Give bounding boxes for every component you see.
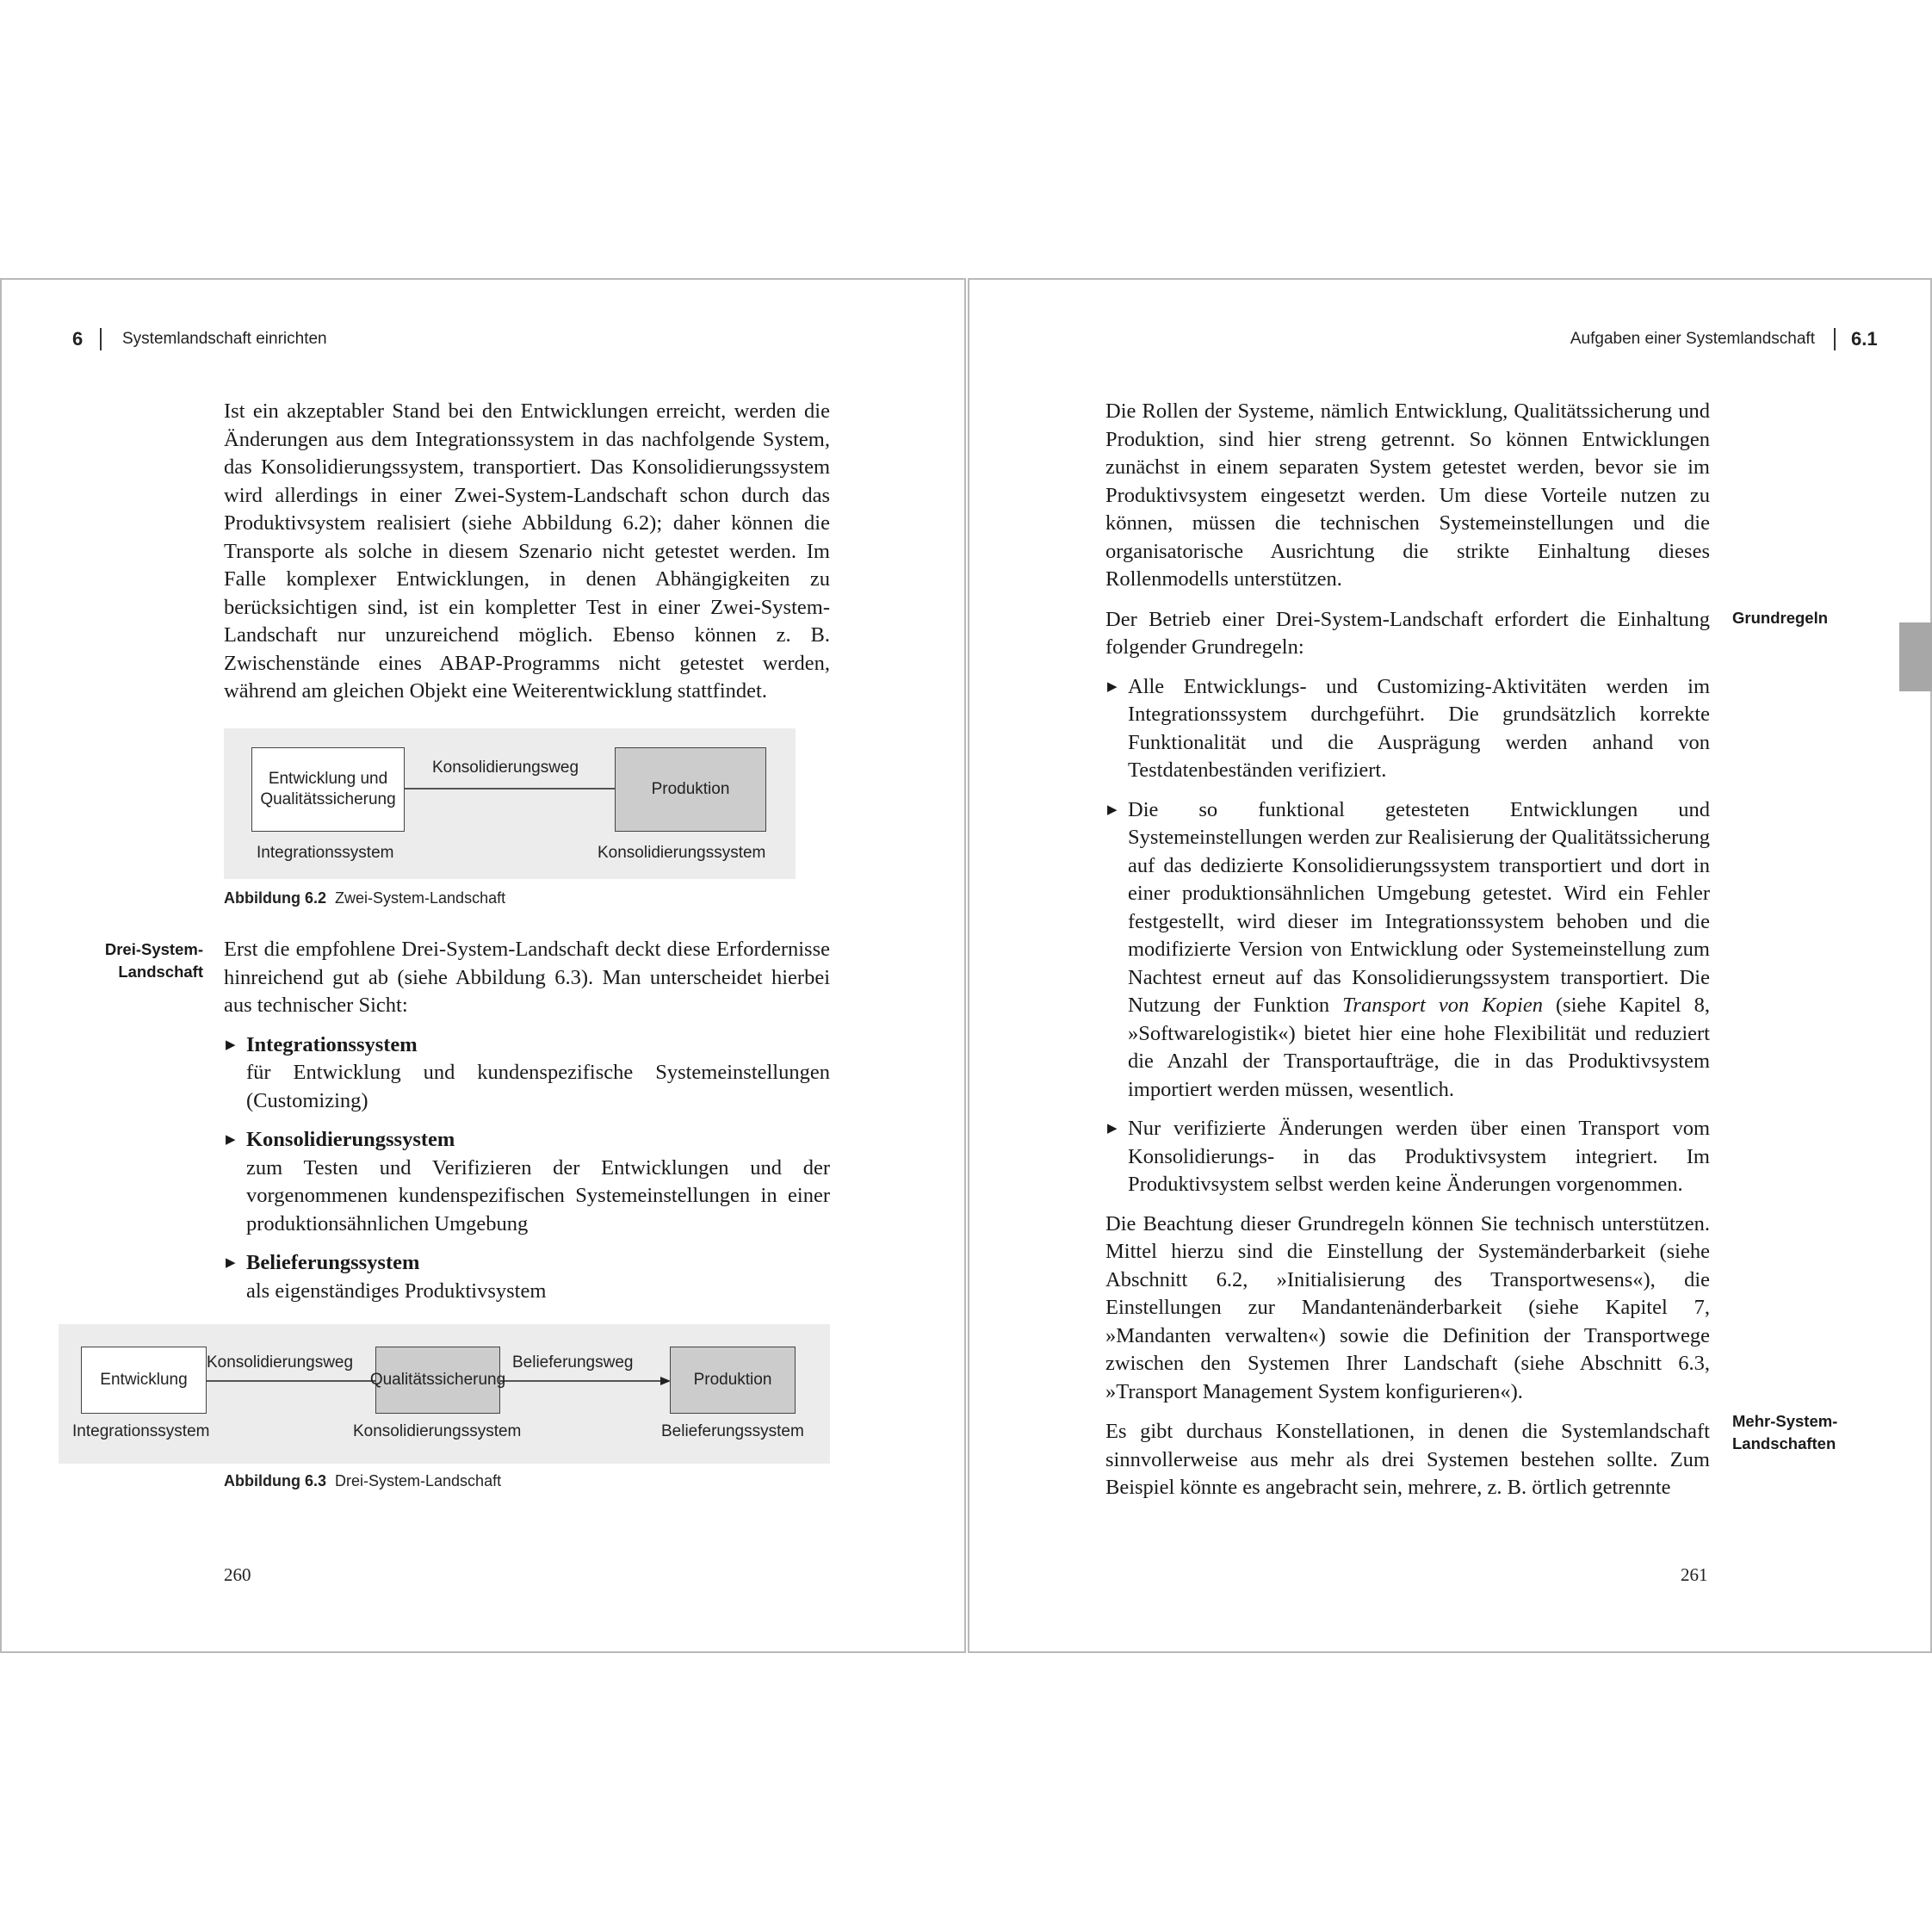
margin-note-three-system: Drei-System-Landschaft <box>104 940 203 981</box>
list-item: ▶ Integrationssystem für Entwicklung und kundenspezifische Systemeinstellungen (Customizing) <box>226 1032 830 1112</box>
figure-two-system-landscape <box>224 728 796 879</box>
running-header: Systemlandschaft einrichten <box>122 330 327 348</box>
book-spread <box>0 278 1932 1655</box>
header-divider <box>1834 328 1836 350</box>
figure-caption-6-3: Abbildung 6.3 Drei-System-Landschaft <box>224 1472 502 1489</box>
list-item: ▶ Belieferungssystem als eigenständiges Produktivsystem <box>226 1251 547 1303</box>
label-delivery-system: Belieferungssystem <box>661 1422 804 1440</box>
label-consolidation-system: Konsolidierungssystem <box>598 844 766 862</box>
box-production: Produktion <box>670 1347 796 1414</box>
triangle-right-icon: ▶ <box>226 1037 236 1052</box>
running-header: Aufgaben einer Systemlandschaft <box>1570 330 1815 348</box>
triangle-right-icon: ▶ <box>226 1133 236 1147</box>
list-item: ▶ Die so funktional getesteten Entwicklungen und Systemeinstellungen werden zur Realisierung der Qualitätssicherung auf das dedizierte Konsolidierungssystem transportiert und dort in einer produktionsähnlichen Umgebung getestet. Wird ein Fehler festgestellt, wird dieser im Integrationssystem behoben und die modifizierte Version von Entwicklung oder Systemeinstellung zum Nachtest erneut auf das Konsolidierungssystem transportiert. Die Nutzung der Funktion Transport von Kopien (siehe Kapitel 8, »Softwarelogistik«) bietet hier eine hohe Flexibilität und reduziert die Anzahl der Transportaufträge, die in das Produktivsystem importiert werden müssen, wesentlich. <box>1107 797 1710 1101</box>
box-development-qa: Entwicklung und Qualitätssicherung <box>251 747 405 832</box>
triangle-right-icon: ▶ <box>226 1256 236 1270</box>
margin-note-multi-system: Mehr-System-Landschaften <box>1732 1412 1838 1452</box>
box-production: Produktion <box>615 747 766 832</box>
intro-paragraph: Ist ein akzeptabler Stand bei den Entwicklungen erreicht, werden die Änderungen aus dem Integrationssystem in das nachfolgende System, das Konsolidierungssystem, transportiert. Das Konsolidierungssystem wird allerdings in einer Zwei-System-Landschaft schon durch das Produktivsystem realisiert (siehe Abbildung 6.2); daher können die Transporte als solche in diesem Szenario nicht getestet werden. Im Falle komplexer Entwicklungen, in denen Abhängigkeiten zu berücksichtigen sind, ist ein kompletter Test in einer Zwei-System-Landschaft nur unzureichend möglich. Ebenso können z. B. Zwischenstände eines ABAP-Programms nicht getestet werden, während am gleichen Objekt eine Weiterentwicklung stattfindet. <box>224 399 830 703</box>
section-number: 6.1 <box>1851 328 1878 350</box>
box-development: Entwicklung <box>81 1347 207 1414</box>
page-number: 260 <box>224 1564 251 1585</box>
label-integration-system: Integrationssystem <box>257 844 394 862</box>
system-bullet-list <box>224 1031 830 1306</box>
left-page <box>0 278 966 1653</box>
list-item: ▶ Alle Entwicklungs- und Customizing-Aktivitäten werden im Integrationssystem durchgeführt. Die grundsätzlich korrekte Funktionalität und die Ausprägung werden anhand von Testdatenbeständen verifiziert. <box>1107 674 1710 782</box>
page-number: 261 <box>1681 1564 1708 1585</box>
triangle-right-icon: ▶ <box>1107 802 1118 817</box>
list-item: ▶ Nur verifizierte Änderungen werden über einen Transport vom Konsolidierungs- in das Produktivsystem integriert. Im Produktivsystem selbst werden keine Änderungen vorgenommen. <box>1107 1117 1710 1196</box>
label-consolidation-system: Konsolidierungssystem <box>353 1422 522 1440</box>
figure-caption-6-2: Abbildung 6.2 Zwei-System-Landschaft <box>224 889 506 907</box>
triangle-right-icon: ▶ <box>1107 1122 1118 1136</box>
header-divider <box>100 328 102 350</box>
arrow-label-delivery: Belieferungsweg <box>512 1353 634 1372</box>
margin-note-ground-rules: Grundregeln <box>1732 609 1829 627</box>
box-quality-assurance: Qualitätssicherung <box>375 1347 500 1414</box>
right-main-column: Die Rollen der Systeme, nämlich Entwicklung, Qualitätssicherung und Produktion, sind hier streng getrennt. So können Entwicklungen zunächst in einem separaten System getestet werden, bevor sie im Produktivsystem eingesetzt werden. Um diese Vorteile nutzen zu können, müssen die technischen Systemeinstellungen und die organisatorische Ausrichtung die strikte Einhaltung dieses Rollenmodells unterstützen. Der Betrieb einer Drei-System-Landschaft erfordert die Einhaltung folgender Grundregeln: ▶ Alle Entwicklungs- und Customizing-Aktivitäten werden im Integrationssystem durchgeführt. Die grundsätzlich korrekte Funktionalität und die Ausprägung werden anhand von Testdatenbeständen verifiziert. ▶ Die so funktional getesteten Entwicklungen und Systemeinstellungen werden zur Realisierung der Qualitätssicherung auf das dedizierte Konsolidierungssystem transportiert und dort in einer produktionsähnlichen Umgebung getestet. Wird ein Fehler festgestellt, wird dieser im Integrationssystem behoben und die modifizierte Version von Entwicklung oder Systemeinstellung zum Nachtest erneut auf das Konsolidierungssystem transportiert. Die Nutzung der Funktion Transport von Kopien (siehe Kapitel 8, »Softwarelogistik«) bietet hier eine hohe Flexibilität und reduziert die Anzahl der Transportaufträge, die in das Produktivsystem importiert werden müssen, wesentlich. ▶ Nur verifizierte Änderungen werden über einen Transport vom Konsolidierungs- in das Produktivsystem integriert. Im Produktivsystem selbst werden keine Änderungen vorgenommen. Die Beachtung dieser Grundregeln können Sie technisch unterstützen. Mittel hierzu sind die Einstellung der Systemänderbarkeit (siehe Abschnitt 6.2, »Initialisierung des Transportwesens«), die Einstellungen zur Mandantenänderbarkeit (siehe Kapitel 7, »Mandanten verwalten«) sowie die Definition der Transportwege zwischen den Systemen Ihrer Landschaft (siehe Abschnitt 6.3, »Transport Management System konfigurieren«). Es gibt durchaus Konstellationen, in denen die Systemlandschaft sinnvollerweise aus mehr als drei Systemen bestehen sollte. Zum Beispiel könnte es angebracht sein, mehrere, z. B. örtlich getrennte <box>1105 399 1710 1499</box>
triangle-right-icon: ▶ <box>1107 679 1118 694</box>
chapter-number: 6 <box>72 328 84 350</box>
thumb-tab-marker <box>1899 622 1932 691</box>
arrow-label-consolidation: Konsolidierungsweg <box>207 1353 354 1372</box>
paragraph-three-system: Erst die empfohlene Drei-System-Landschaft deckt diese Erfordernisse hinreichend gut ab (siehe Abbildung 6.3). Man unterscheidet hierbei aus technischer Sicht: ▶ Integrationssystem für Entwicklung und kundenspezifische Systemeinstellungen (Customizing) ▶ Konsolidierungssystem zum Testen und Verifizieren der Entwicklungen und der vorgenommenen kundenspezifischen Systemeinstellungen in einer produktionsähnlichen Umgebung ▶ Belieferungssystem als eigenständiges Produktivsystem <box>224 936 830 1316</box>
rules-bullet-list <box>1105 673 1710 1199</box>
list-item: ▶ Konsolidierungssystem zum Testen und Verifizieren der Entwicklungen und der vorgenommenen kundenspezifischen Systemeinstellungen in einer produktionsähnlichen Umgebung <box>226 1128 830 1235</box>
figure-three-system-landscape <box>59 1324 830 1464</box>
label-integration-system: Integrationssystem <box>72 1422 210 1440</box>
right-page <box>968 278 1932 1653</box>
arrow-label-consolidation: Konsolidierungsweg <box>432 759 579 777</box>
